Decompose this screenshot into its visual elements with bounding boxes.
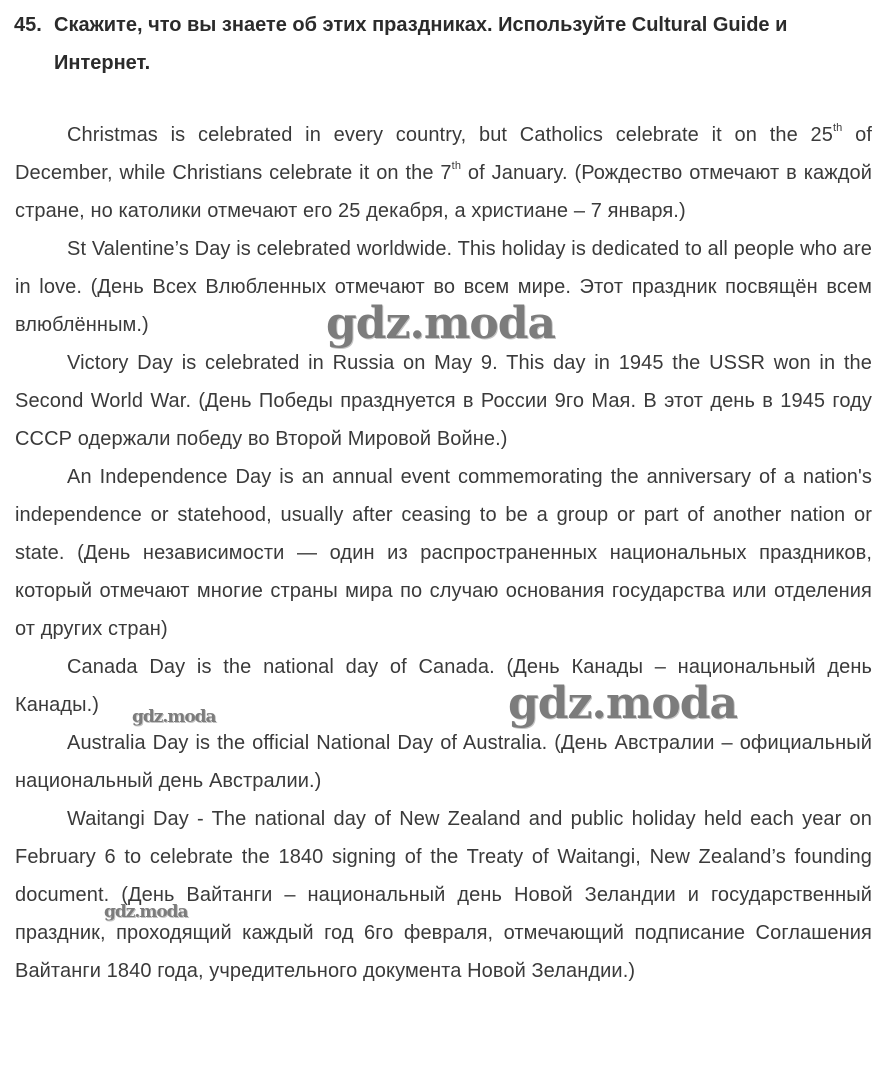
- watermark-logo-small: gdz.moda: [132, 707, 216, 727]
- watermark-logo-small: gdz.moda: [104, 902, 188, 922]
- watermark-logo: gdz.moda: [508, 678, 738, 729]
- paragraph-christmas: [15, 116, 872, 230]
- task-title-line2: Интернет.: [54, 52, 151, 74]
- paragraph-waitangi: Waitangi Day - The national day of New Zealand and public holiday held each year on February 6 to celebrate the 1840 signing of the Treaty of Waitangi, New Zealand’s founding document. (День Вайтанги – национальный день Новой Зеландии и государственный праздник, проходящий каждый год 6го февраля, отмечающий подписание Соглашения Вайтанги 1840 года, учредительного документа Новой Зеландии.): [15, 808, 872, 982]
- superscript-th-2: th: [451, 160, 462, 173]
- paragraph-australia: Australia Day is the official National Day of Australia. (День Австралии – официальный национальный день Австралии.): [15, 732, 872, 792]
- christmas-text-a: Christmas is celebrated in every country, but Catholics celebrate it on the 25: [67, 124, 833, 146]
- paragraph-canada: Canada Day is the national day of Canada. (День Канады – национальный день Канады.): [15, 656, 872, 716]
- christmas-text-c: of January. (Рождество отмечают в каждой стране, но католики отмечают его 25 декабря, а христиане – 7 января.): [15, 162, 872, 222]
- superscript-th-1: th: [833, 122, 843, 135]
- task-title-line1: Скажите, что вы знаете об этих праздниках. Используйте Cultural Guide и: [54, 14, 788, 36]
- answer-text: [15, 116, 872, 990]
- task-number: 45.: [14, 14, 42, 36]
- christmas-text-b: of December, while Christians celebrate it on the 7: [15, 124, 872, 184]
- task-heading: [14, 6, 876, 82]
- paragraph-victory: Victory Day is celebrated in Russia on May 9. This day in 1945 the USSR won in the Second World War. (День Победы празднуется в России 9го Мая. В этот день в 1945 году СССР одержали победу во Второй Мировой Войне.): [15, 352, 872, 450]
- watermark-logo: gdz.moda: [326, 298, 556, 349]
- paragraph-independence: An Independence Day is an annual event commemorating the anniversary of a nation's independence or statehood, usually after ceasing to be a group or part of another nation or state. (День независимости — один из распространенных национальных праздников, который отмечают многие страны мира по случаю основания государства или отделения от других стран): [15, 466, 872, 640]
- paragraph-valentine: St Valentine’s Day is celebrated worldwide. This holiday is dedicated to all people who are in love. (День Всех Влюбленных отмечают во всем мире. Этот праздник посвящён всем влюблённым.): [15, 238, 872, 336]
